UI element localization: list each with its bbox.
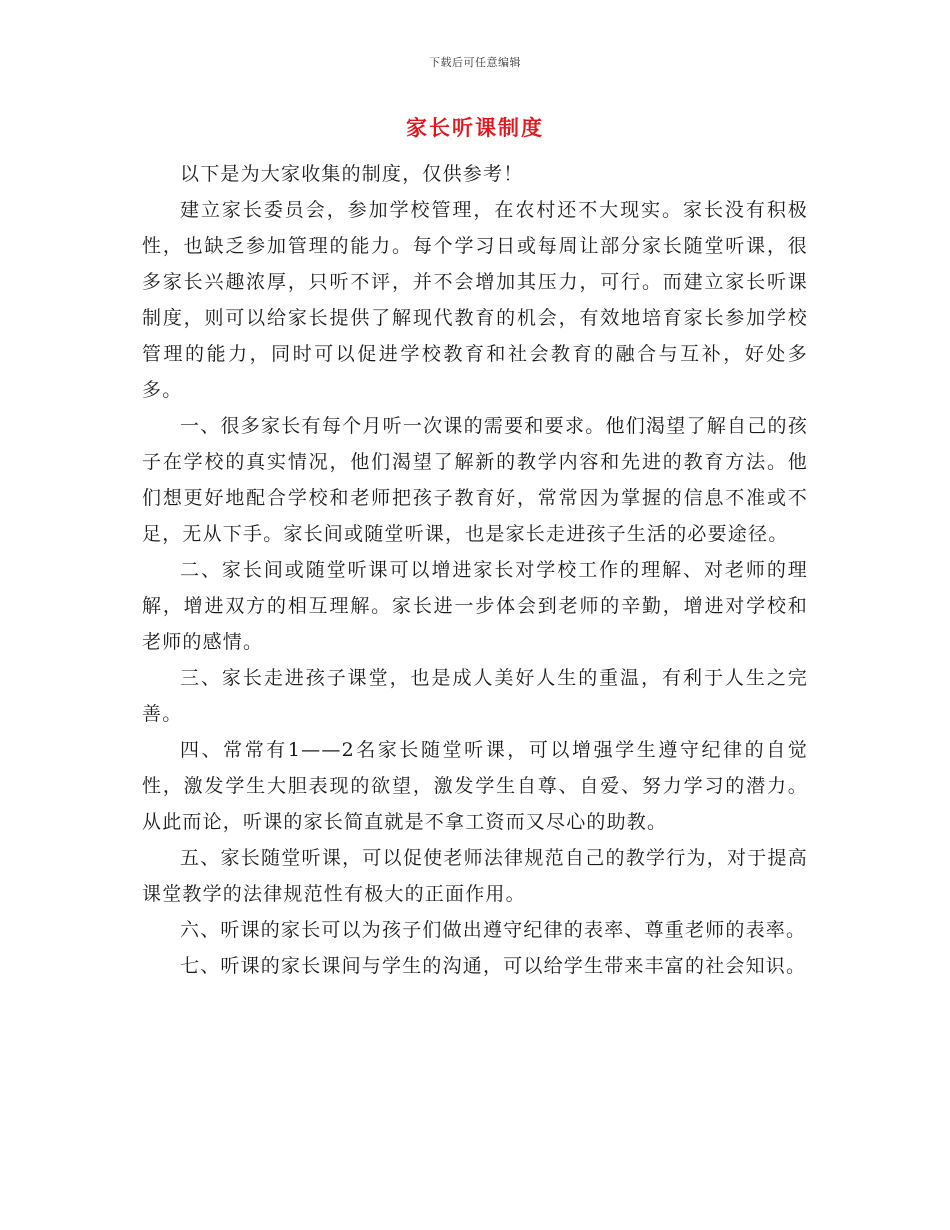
document-body [142, 156, 808, 984]
paragraph-background: 建立家长委员会，参加学校管理，在农村还不大现实。家长没有积极性，也缺乏参加管理的能力。每个学习日或每周让部分家长随堂听课，很多家长兴趣浓厚，只听不评，并不会增加其压力，可行。而建立家长听课制度，则可以给家长提供了解现代教育的机会，有效地培育家长参加学校管理的能力，同时可以促进学校教育和社会教育的融合与互补，好处多多。 [142, 199, 808, 401]
paragraph-point-6: 六、听课的家长可以为孩子们做出遵守纪律的表率、尊重老师的表率。 [180, 919, 807, 941]
paragraph-point-7: 七、听课的家长课间与学生的沟通，可以给学生带来丰富的社会知识。 [180, 955, 807, 977]
intro-paragraph: 以下是为大家收集的制度，仅供参考！ [180, 163, 524, 185]
paragraph-point-1: 一、很多家长有每个月听一次课的需要和要求。他们渴望了解自己的孩子在学校的真实情况，他们渴望了解新的教学内容和先进的教育方法。他们想更好地配合学校和老师把孩子教育好，常常因为掌握的信息不准或不足，无从下手。家长间或随堂听课，也是家长走进孩子生活的必要途径。 [142, 415, 808, 545]
header-note: 下载后可任意编辑 [429, 56, 521, 69]
paragraph-point-4: 四、常常有1——2名家长随堂听课，可以增强学生遵守纪律的自觉性，激发学生大胆表现的欲望，激发学生自尊、自爱、努力学习的潜力。从此而论，听课的家长简直就是不拿工资而又尽心的助教。 [142, 739, 808, 833]
paragraph-point-3: 三、家长走进孩子课堂，也是成人美好人生的重温，有利于人生之完善。 [142, 667, 808, 725]
paragraph-point-2: 二、家长间或随堂听课可以增进家长对学校工作的理解、对老师的理解，增进双方的相互理解。家长进一步体会到老师的辛勤，增进对学校和老师的感情。 [142, 559, 808, 653]
document-title: 家长听课制度 [406, 115, 544, 140]
paragraph-point-5: 五、家长随堂听课，可以促使老师法律规范自己的教学行为，对于提高课堂教学的法律规范性有极大的正面作用。 [142, 847, 808, 905]
